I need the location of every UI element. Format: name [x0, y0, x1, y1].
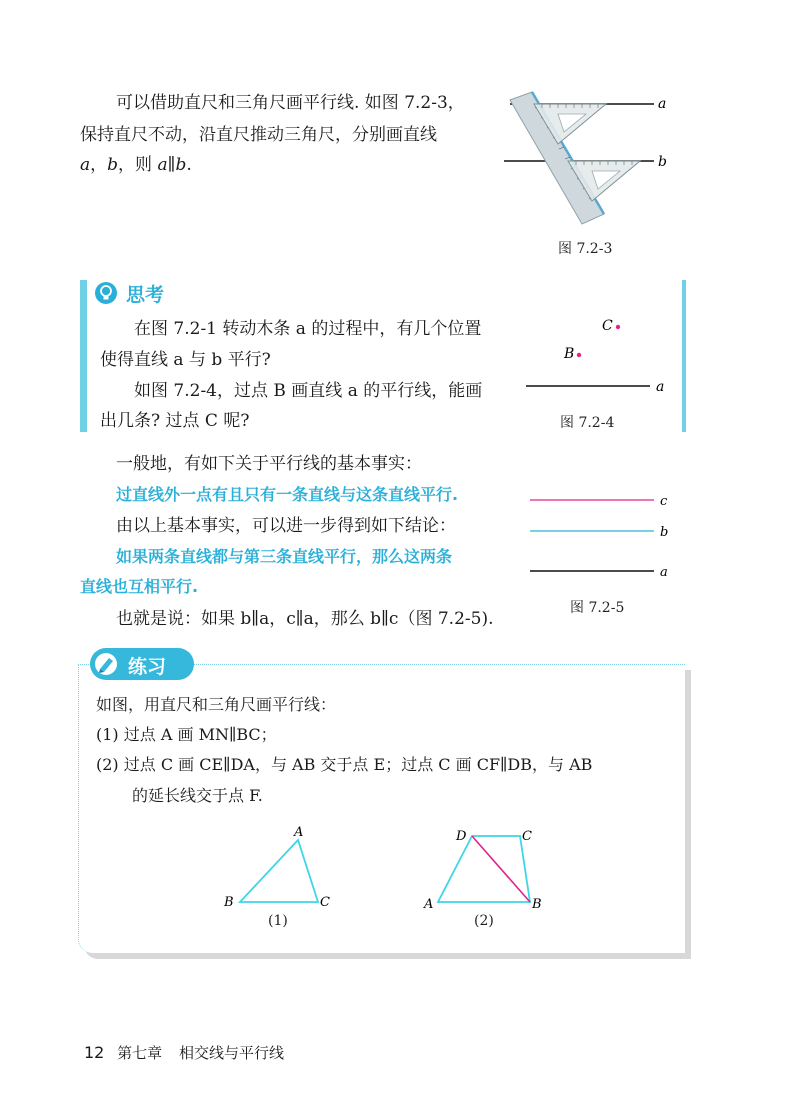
- fig724-label-a: a: [656, 379, 665, 395]
- intro-line-2: 保持直尺不动，沿直尺推动三角尺，分别画直线: [80, 125, 437, 145]
- body-line-3: 也就是说：如果 b∥a，c∥a，那么 b∥c（图 7.2-5).: [116, 609, 494, 629]
- fig725-label-a: a: [660, 565, 668, 580]
- pencil-icon: [94, 652, 120, 676]
- intro-line-3: a，b，则 a∥b.: [80, 155, 192, 175]
- fig723-label-b: b: [658, 154, 667, 170]
- fig724-caption: 图 7.2-4: [560, 415, 615, 431]
- body-line-2: 由以上基本事实，可以进一步得到如下结论：: [116, 516, 456, 536]
- page-footer: [84, 1042, 284, 1063]
- point-c: [616, 325, 620, 329]
- fig1-label-b: B: [224, 895, 234, 910]
- fig723-caption: 图 7.2-3: [558, 241, 613, 257]
- practice-tab: [90, 648, 194, 680]
- fig1-label-a: A: [294, 825, 304, 840]
- figure-7-2-4: [520, 310, 680, 400]
- chapter-title: 相交线与平行线: [178, 1044, 284, 1062]
- practice-figure-1: [220, 822, 340, 912]
- practice-item-1: (1) 过点 A 画 MN∥BC；: [96, 725, 277, 744]
- fig2-label-b: B: [532, 897, 542, 912]
- body-line-1: 一般地，有如下关于平行线的基本事实：: [116, 454, 422, 474]
- fig725-label-b: b: [660, 525, 669, 540]
- conclusion-line-2: 直线也互相平行.: [80, 577, 199, 596]
- practice-item-2-cont: 的延长线交于点 F.: [132, 786, 263, 805]
- think-title: 思考: [126, 284, 165, 306]
- think-p2-line1: 如图 7.2-4，过点 B 画直线 a 的平行线，能画: [134, 381, 483, 401]
- practice-question: 如图，用直尺和三角尺画平行线：: [96, 695, 337, 714]
- chapter-label: 第七章: [117, 1044, 163, 1062]
- fig2-label-d: D: [456, 829, 467, 844]
- fig1-caption: (1): [268, 913, 288, 929]
- fig2-label-c: C: [522, 829, 532, 844]
- practice-title: 练习: [128, 656, 167, 678]
- practice-figure-2: [420, 822, 550, 912]
- triangle-abc: [240, 840, 318, 902]
- fig725-label-c: c: [660, 494, 668, 509]
- fig725-caption: 图 7.2-5: [570, 600, 625, 616]
- think-right-bar: [682, 280, 686, 432]
- fig724-label-b: B: [564, 346, 575, 362]
- figure-7-2-5: [524, 488, 684, 588]
- think-p1-line2: 使得直线 a 与 b 平行?: [100, 350, 271, 370]
- fig724-label-c: C: [602, 318, 613, 334]
- quadrilateral-dcba: [438, 836, 530, 902]
- fig1-label-c: C: [320, 895, 330, 910]
- fig2-caption: (2): [474, 913, 494, 929]
- think-p1-line1: 在图 7.2-1 转动木条 a 的过程中，有几个位置: [134, 319, 482, 339]
- figure-7-2-3: [500, 86, 680, 236]
- fig2-label-a: A: [424, 897, 434, 912]
- lightbulb-icon: [94, 281, 118, 305]
- page-number: 12: [84, 1043, 105, 1062]
- conclusion-line-1: 如果两条直线都与第三条直线平行，那么这两条: [116, 547, 453, 566]
- practice-item-2: (2) 过点 C 画 CE∥DA，与 AB 交于点 E；过点 C 画 CF∥DB，与 AB: [96, 755, 593, 774]
- intro-line-1: 可以借助直尺和三角尺画平行线. 如图 7.2-3，: [116, 93, 465, 113]
- point-b: [577, 353, 581, 357]
- fig723-label-a: a: [658, 96, 667, 112]
- basic-fact: 过直线外一点有且只有一条直线与这条直线平行.: [116, 485, 459, 504]
- think-left-bar: [80, 280, 87, 432]
- think-p2-line2: 出几条? 过点 C 呢?: [100, 411, 250, 431]
